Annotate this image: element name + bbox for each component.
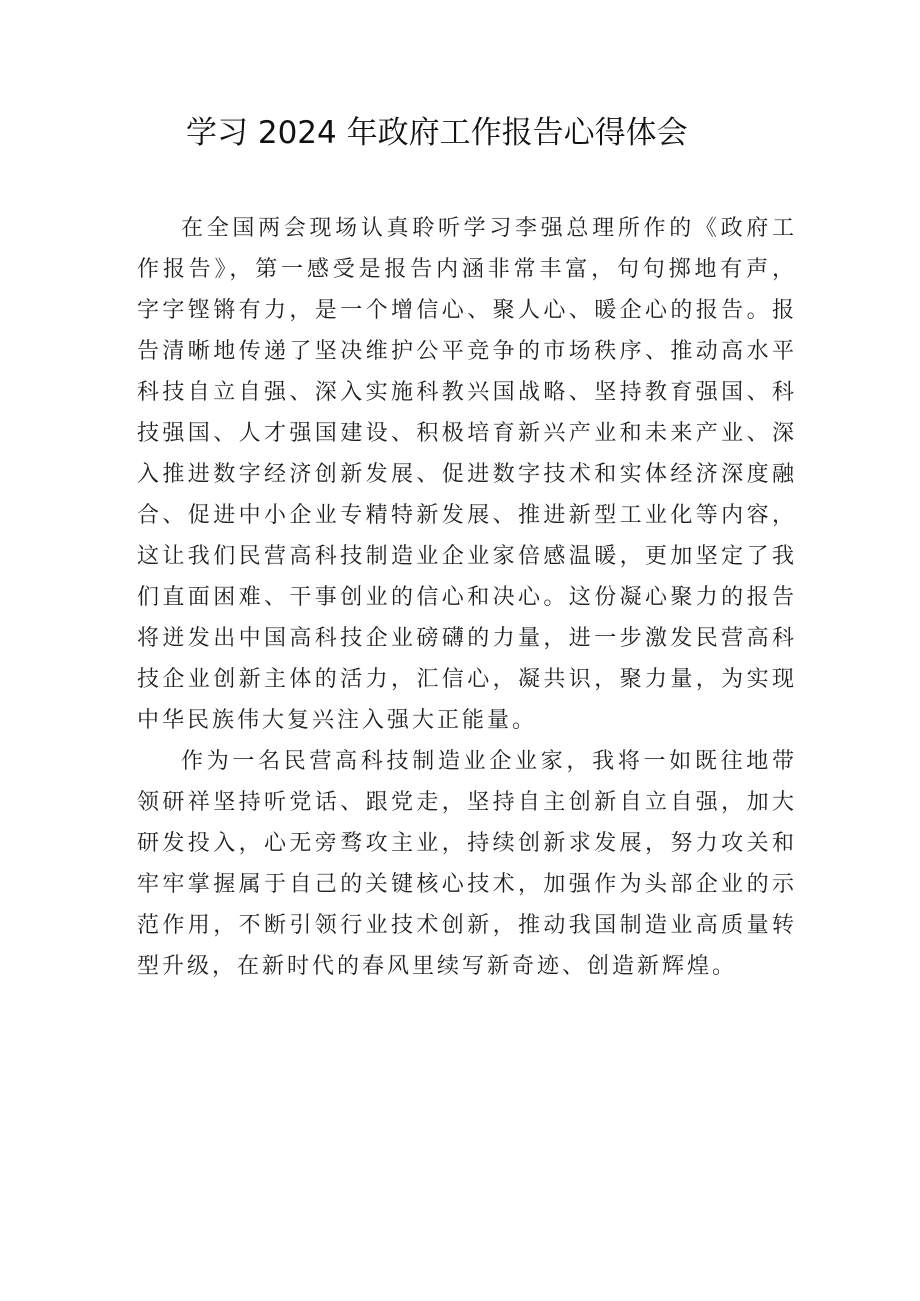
document-title: 学习 2024 年政府工作报告心得体会 <box>186 115 688 151</box>
document-body <box>137 208 797 987</box>
paragraph-2: 作为一名民营高科技制造业企业家，我将一如既往地带领研祥坚持听党话、跟党走，坚持自主创新自立自强，加大研发投入，心无旁骛攻主业，持续创新求发展，努力攻关和牢牢掌握属于自己的关键核心技术，加强作为头部企业的示范作用，不断引领行业技术创新，推动我国制造业高质量转型升级，在新时代的春风里续写新奇迹、创造新辉煌。 <box>137 749 797 979</box>
paragraph-1: 在全国两会现场认真聆听学习李强总理所作的《政府工作报告》，第一感受是报告内涵非常丰富，句句掷地有声，字字铿锵有力，是一个增信心、聚人心、暖企心的报告。报告清晰地传递了坚决维护公平竞争的市场秩序、推动高水平科技自立自强、深入实施科教兴国战略、坚持教育强国、科技强国、人才强国建设、积极培育新兴产业和未来产业、深入推进数字经济创新发展、促进数字技术和实体经济深度融合、促进中小企业专精特新发展、推进新型工业化等内容，这让我们民营高科技制造业企业家倍感温暖，更加坚定了我们直面困难、干事创业的信心和决心。这份凝心聚力的报告将迸发出中国高科技企业磅礴的力量，进一步激发民营高科技企业创新主体的活力，汇信心，凝共识，聚力量，为实现中华民族伟大复兴注入强大正能量。 <box>137 216 797 733</box>
